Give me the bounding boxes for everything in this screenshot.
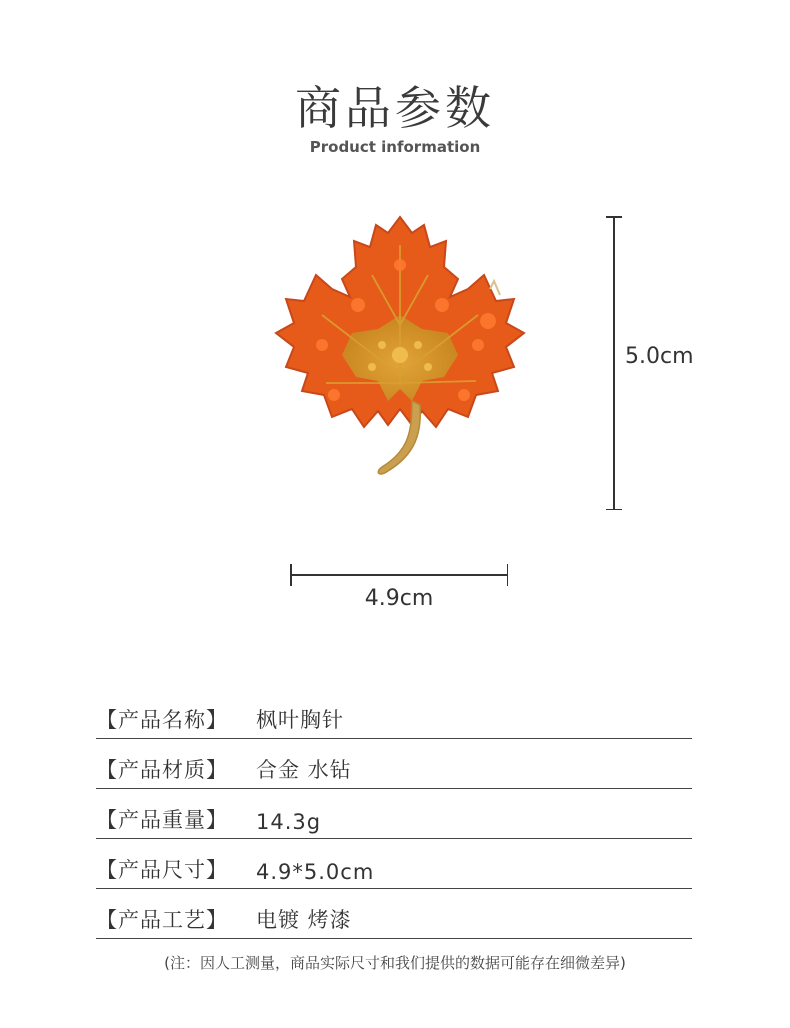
spec-value: 合金 水钻 <box>256 758 352 782</box>
width-marker-line <box>290 574 508 576</box>
height-dimension-marker <box>604 216 624 510</box>
spec-value: 电镀 烤漆 <box>256 908 352 932</box>
spec-value: 14.3g <box>256 810 322 834</box>
spec-label: 【产品名称】 <box>96 708 228 732</box>
page-subtitle: Product information <box>309 138 481 156</box>
spec-label: 【产品材质】 <box>96 758 228 782</box>
width-dimension-marker <box>290 562 508 588</box>
spec-table <box>96 690 692 940</box>
height-label: 5.0cm <box>625 344 694 369</box>
measurement-note: (注：因人工测量，商品实际尺寸和我们提供的数据可能存在细微差异) <box>164 954 626 972</box>
spec-row-material <box>96 740 692 789</box>
width-label: 4.9cm <box>364 586 434 611</box>
page-title: 商品参数 <box>295 81 495 135</box>
spec-row-size <box>96 840 692 889</box>
height-marker-line <box>613 216 615 510</box>
spec-row-weight <box>96 790 692 839</box>
spec-label: 【产品工艺】 <box>96 908 228 932</box>
maple-leaf-brooch-image <box>262 205 538 505</box>
spec-label: 【产品尺寸】 <box>96 858 228 882</box>
spec-row-craft <box>96 890 692 939</box>
spec-value: 枫叶胸针 <box>256 708 344 732</box>
spec-value: 4.9*5.0cm <box>256 860 375 884</box>
spec-row-name <box>96 690 692 739</box>
spec-label: 【产品重量】 <box>96 808 228 832</box>
width-marker-right-cap <box>507 564 509 586</box>
height-marker-bottom-cap <box>606 509 622 511</box>
